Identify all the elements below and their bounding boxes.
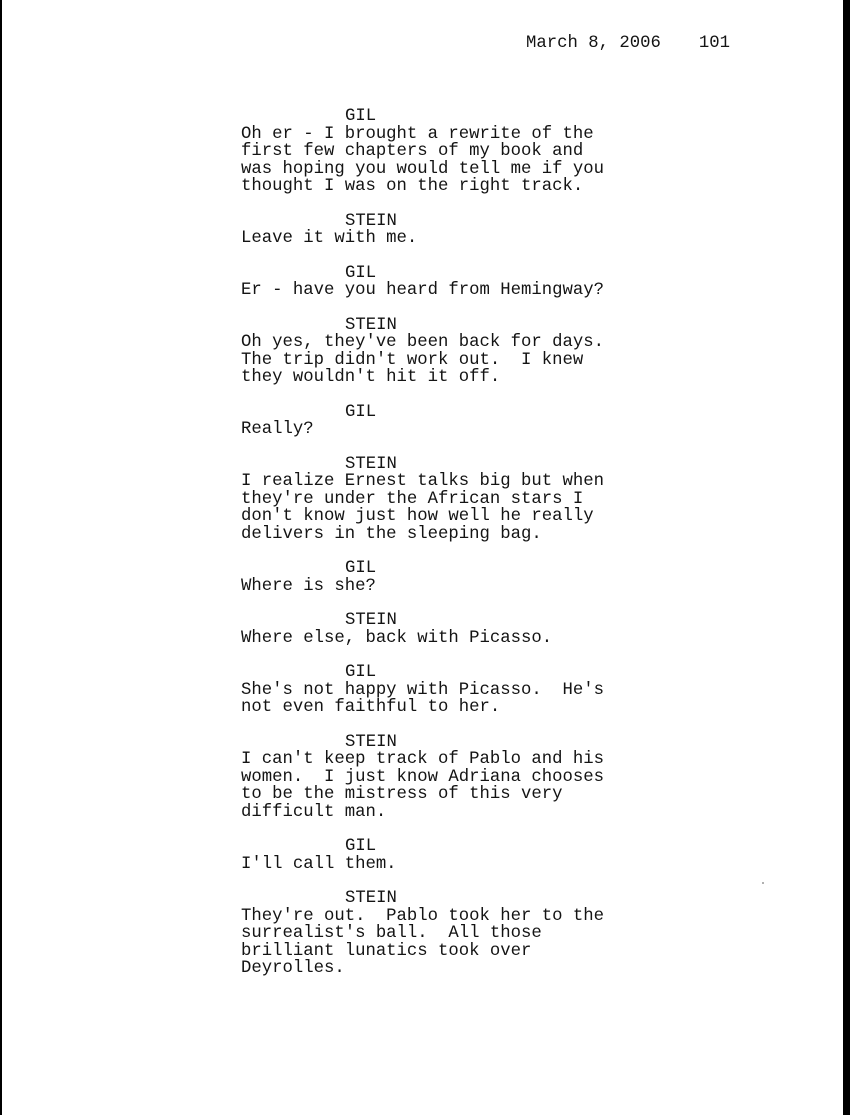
dialogue-block bbox=[241, 838, 621, 873]
character-name: GIL bbox=[345, 837, 377, 856]
scan-speck bbox=[762, 882, 764, 884]
dialogue-block bbox=[241, 734, 621, 822]
character-name: GIL bbox=[345, 263, 377, 283]
dialogue-text: Where else, back with Picasso. bbox=[241, 628, 553, 648]
page-header bbox=[526, 34, 730, 54]
dialogue-block bbox=[241, 213, 621, 248]
dialogue-text: She's not happy with Picasso. He's not even faithful to her. bbox=[241, 680, 604, 717]
dialogue-text: Really? bbox=[241, 420, 314, 439]
page-number: 101 bbox=[698, 34, 730, 53]
character-name: STEIN bbox=[345, 211, 397, 231]
dialogue-block bbox=[241, 108, 621, 196]
script-page bbox=[2, 0, 843, 1115]
dialogue-block bbox=[241, 456, 621, 544]
dialogue-text: Where is she? bbox=[241, 576, 376, 596]
character-name: STEIN bbox=[345, 454, 397, 474]
dialogue-block bbox=[241, 664, 621, 717]
dialogue-text: Oh er - I brought a rewrite of the first few chapters of my book and was hoping you would tell me if you thought I was on the right track. bbox=[241, 124, 604, 196]
character-name: STEIN bbox=[345, 889, 397, 908]
character-name: GIL bbox=[345, 559, 377, 578]
dialogue-block bbox=[241, 890, 621, 978]
dialogue-block bbox=[241, 560, 621, 595]
character-name: STEIN bbox=[345, 732, 397, 752]
dialogue-block bbox=[241, 265, 621, 300]
dialogue-text: Er - have you heard from Hemingway? bbox=[241, 281, 604, 300]
dialogue-text: I'll call them. bbox=[241, 854, 397, 874]
character-name: GIL bbox=[345, 402, 377, 422]
dialogue-text: I can't keep track of Pablo and his women. I just know Adriana chooses to be the mistress of this very difficult man. bbox=[241, 750, 604, 822]
dialogue-text: Oh yes, they've been back for days. The trip didn't work out. I knew they wouldn't hit it off. bbox=[241, 333, 604, 387]
dialogue-block bbox=[241, 404, 621, 439]
dialogue-block bbox=[241, 317, 621, 387]
script-body bbox=[241, 108, 621, 995]
character-name: GIL bbox=[345, 663, 377, 682]
dialogue-text: I realize Ernest talks big but when they're under the African stars I don't know just how well he really delivers in the sleeping bag. bbox=[241, 472, 604, 544]
revision-date: March 8, 2006 bbox=[526, 34, 661, 53]
character-name: STEIN bbox=[345, 315, 397, 335]
dialogue-text: They're out. Pablo took her to the surrealist's ball. All those brilliant lunatics took over Deyrolles. bbox=[241, 906, 604, 978]
dialogue-text: Leave it with me. bbox=[241, 229, 418, 248]
character-name: STEIN bbox=[345, 611, 397, 630]
dialogue-block bbox=[241, 612, 621, 647]
character-name: GIL bbox=[345, 107, 377, 126]
